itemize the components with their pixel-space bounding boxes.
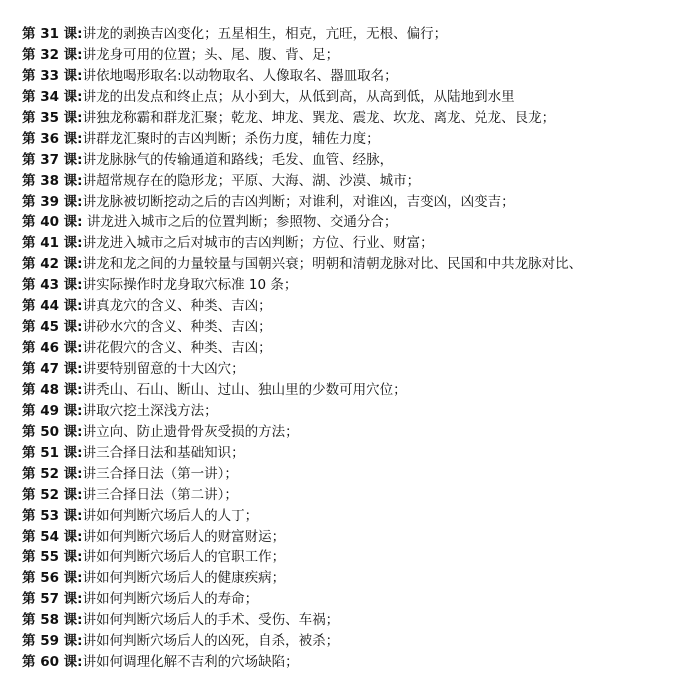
lesson-description: 讲如何判断穴场后人的凶死，自杀，被杀； xyxy=(82,633,340,650)
lesson-line xyxy=(22,296,672,317)
lesson-line xyxy=(22,631,672,652)
lesson-number: 第 46 课: xyxy=(22,340,83,357)
lesson-number: 第 47 课: xyxy=(22,361,83,377)
lesson-description: 讲龙进入城市之后对城市的吉凶判断；方位、行业、财富； xyxy=(82,235,434,252)
lesson-line xyxy=(22,443,672,464)
lesson-line xyxy=(22,275,672,296)
lesson-line xyxy=(22,108,672,129)
lesson-number: 第 56 课: xyxy=(22,570,83,587)
lesson-number: 第 50 课: xyxy=(22,423,83,440)
lesson-description: 讲花假穴的含义、种类、吉凶； xyxy=(82,340,272,357)
lesson-description: 讲龙脉脉气的传输通道和路线；毛发、血管、经脉， xyxy=(82,151,394,168)
lesson-number: 第 60 课: xyxy=(22,654,83,671)
lesson-line xyxy=(22,359,672,380)
lesson-description: 讲如何判断穴场后人的人丁； xyxy=(82,507,259,524)
lesson-line xyxy=(22,233,672,254)
lesson-line xyxy=(22,45,672,66)
lesson-description: 讲实际操作时龙身取穴标准 10 条； xyxy=(82,277,298,294)
lesson-number: 第 32 课: xyxy=(22,46,83,63)
lesson-line xyxy=(22,527,672,548)
lesson-description: 讲如何判断穴场后人的财富财运； xyxy=(82,528,286,545)
lesson-line xyxy=(22,24,672,45)
lesson-description: 讲如何判断穴场后人的手术、受伤、车祸； xyxy=(82,612,340,629)
lesson-number: 第 45 课: xyxy=(22,319,83,336)
lesson-number: 第 58 课: xyxy=(22,612,83,629)
lesson-number: 第 33 课: xyxy=(22,67,83,84)
lesson-list xyxy=(22,24,672,673)
lesson-description: 讲独龙称霸和群龙汇聚；乾龙、坤龙、巽龙、震龙、坎龙、离龙、兑龙、艮龙； xyxy=(82,109,556,126)
lesson-line xyxy=(22,192,672,213)
lesson-line xyxy=(22,610,672,631)
lesson-description: 讲三合择日法（第二讲）； xyxy=(82,486,238,503)
lesson-description: 讲龙和龙之间的力量较量与国朝兴衰；明朝和清朝龙脉对比、民国和中共龙脉对比、 xyxy=(82,256,583,273)
lesson-number: 第 42 课: xyxy=(22,256,83,273)
lesson-description: 讲砂水穴的含义、种类、吉凶； xyxy=(82,319,272,336)
lesson-number: 第 44 课: xyxy=(22,298,83,315)
lesson-number: 第 53 课: xyxy=(22,507,83,524)
lesson-description: 讲龙进入城市之后的位置判断；参照物、交通分合； xyxy=(82,214,398,231)
lesson-number: 第 59 课: xyxy=(22,633,83,650)
lesson-description: 讲如何判断穴场后人的健康疾病； xyxy=(82,570,286,587)
lesson-number: 第 39 课: xyxy=(22,193,83,210)
lesson-line xyxy=(22,485,672,506)
lesson-number: 第 35 课: xyxy=(22,109,83,126)
lesson-number: 第 54 课: xyxy=(22,528,83,545)
lesson-number: 第 52 课: xyxy=(22,465,83,482)
lesson-description: 讲龙的出发点和终止点；从小到大，从低到高，从高到低，从陆地到水里 xyxy=(82,88,515,105)
lesson-description: 讲三合择日法（第一讲）； xyxy=(82,465,238,482)
lesson-line xyxy=(22,317,672,338)
lesson-line xyxy=(22,589,672,610)
lesson-number: 第 57 课: xyxy=(22,591,83,608)
lesson-description: 讲取穴挖土深浅方法； xyxy=(82,402,218,419)
lesson-line xyxy=(22,129,672,150)
lesson-line xyxy=(22,338,672,359)
lesson-line xyxy=(22,506,672,527)
lesson-line xyxy=(22,212,672,233)
lesson-number: 第 38 课: xyxy=(22,172,83,189)
lesson-number: 第 34 课: xyxy=(22,88,83,105)
lesson-number: 第 49 课: xyxy=(22,402,83,419)
lesson-line xyxy=(22,87,672,108)
lesson-number: 第 55 课: xyxy=(22,549,83,566)
lesson-description: 讲要特别留意的十大凶穴； xyxy=(82,361,245,377)
lesson-number: 第 40 课: xyxy=(22,214,83,231)
lesson-line xyxy=(22,464,672,485)
lesson-description: 讲龙的剥换吉凶变化；五星相生，相克，亢旺，无根、偏行； xyxy=(82,26,448,42)
lesson-line xyxy=(22,150,672,171)
lesson-description: 讲秃山、石山、断山、过山、独山里的少数可用穴位； xyxy=(82,381,407,398)
lesson-description: 讲如何判断穴场后人的寿命； xyxy=(82,591,259,608)
lesson-line xyxy=(22,652,672,673)
lesson-description: 讲如何判断穴场后人的官职工作； xyxy=(82,549,286,566)
lesson-number: 第 48 课: xyxy=(22,381,83,398)
lesson-description: 讲立向、防止遗骨骨灰受损的方法； xyxy=(82,423,299,440)
lesson-description: 讲超常规存在的隐形龙；平原、大海、湖、沙漠、城市； xyxy=(82,172,421,189)
lesson-number: 第 37 课: xyxy=(22,151,83,168)
lesson-line xyxy=(22,547,672,568)
lesson-line xyxy=(22,568,672,589)
lesson-number: 第 41 课: xyxy=(22,235,83,252)
lesson-number: 第 36 课: xyxy=(22,130,83,147)
lesson-description: 讲如何调理化解不吉利的穴场缺陷； xyxy=(82,654,299,671)
lesson-number: 第 51 课: xyxy=(22,444,83,461)
lesson-line xyxy=(22,422,672,443)
lesson-line xyxy=(22,380,672,401)
lesson-description: 讲龙身可用的位置；头、尾、腹、背、足； xyxy=(82,46,340,63)
lesson-description: 讲真龙穴的含义、种类、吉凶； xyxy=(82,298,272,315)
lesson-number: 第 43 课: xyxy=(22,277,83,294)
lesson-line xyxy=(22,66,672,87)
lesson-line xyxy=(22,401,672,422)
lesson-line xyxy=(22,254,672,275)
lesson-description: 讲三合择日法和基础知识； xyxy=(82,444,245,461)
lesson-description: 讲群龙汇聚时的吉凶判断；杀伤力度，辅佐力度； xyxy=(82,130,380,147)
lesson-description: 讲依地喝形取名:以动物取名、人像取名、器皿取名； xyxy=(82,67,398,84)
lesson-description: 讲龙脉被切断挖动之后的吉凶判断；对谁利，对谁凶，吉变凶，凶变吉； xyxy=(82,193,515,210)
lesson-number: 第 52 课: xyxy=(22,486,83,503)
lesson-number: 第 31 课: xyxy=(22,26,83,42)
lesson-line xyxy=(22,171,672,192)
